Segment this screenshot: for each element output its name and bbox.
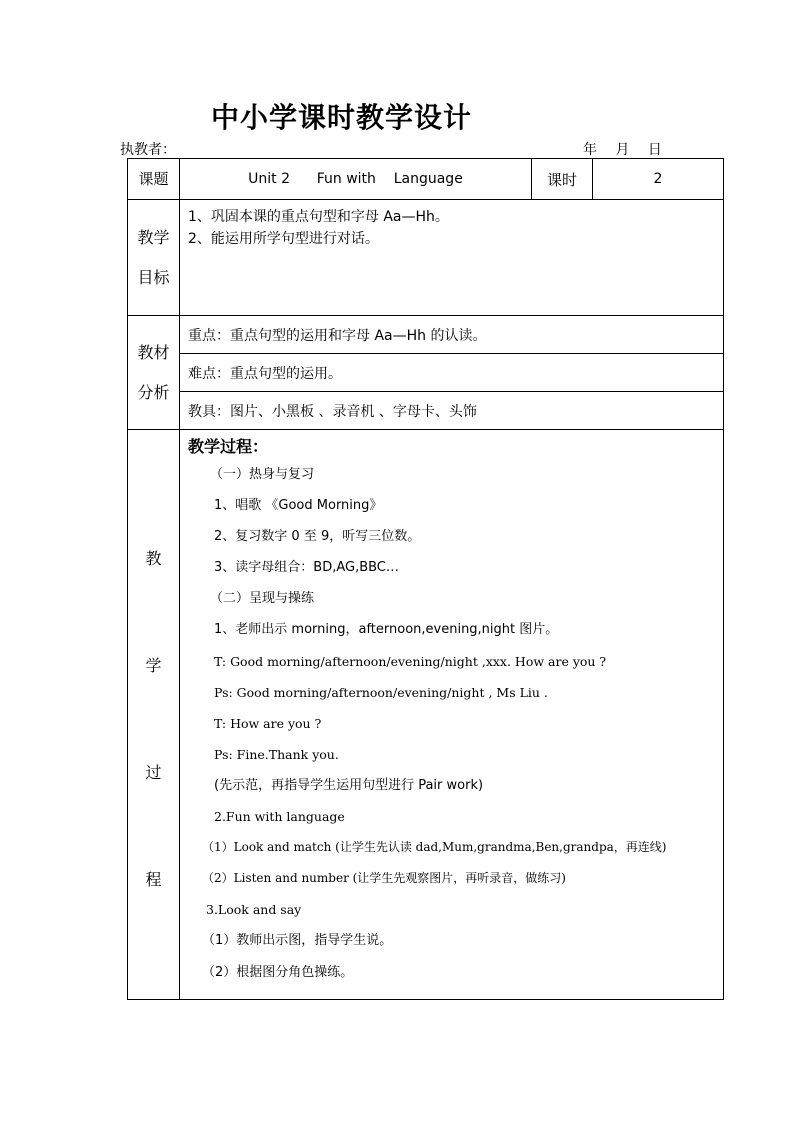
document-title: 中小学课时教学设计 [211,101,473,134]
analysis-label-line-2: 分析 [137,382,170,402]
process-line: （2）根据图分角色操练。 [202,964,354,980]
analysis-row-materials [128,392,724,430]
difficulty: 难点：重点句型的运用。 [180,354,724,392]
materials: 教具：图片、小黑板 、录音机 、字母卡、头饰 [180,392,724,430]
date-label: 年 月 日 [583,142,662,158]
goals-label [128,200,180,316]
period-label: 课时 [532,159,593,200]
goals-label-line-2: 目标 [137,267,170,287]
analysis-label [128,316,180,430]
process-line: 2、复习数字 0 至 9，听写三位数。 [214,529,421,545]
process-line: T: How are you ? [214,715,322,731]
goals-label-line-1: 教学 [137,227,170,247]
process-content [180,430,724,1000]
process-heading: 教学过程： [188,437,269,456]
topic-label: 课题 [128,159,180,200]
process-line: （二）呈现与操练 [210,591,315,607]
process-line: 3、读字母组合：BD,AG,BBC… [214,560,399,576]
goals-content [180,200,724,316]
process-label [128,430,180,1000]
process-line: （1）教师出示图，指导学生说。 [202,933,393,949]
process-line: （1）Look and match (让学生先认读 dad,Mum,grandma,Ben,grandpa，再连线) [202,840,667,855]
period-value: 2 [593,159,724,200]
lesson-plan-table [127,158,724,1000]
process-row [128,430,724,1000]
process-line: (先示范，再指导学生运用句型进行 Pair work) [214,777,484,793]
process-label-char: 过 [145,763,162,782]
topic-value: Unit 2 Fun with Language [180,159,532,200]
goals-row [128,200,724,316]
topic-row [128,159,724,200]
process-line: 2.Fun with language [214,809,345,825]
process-line: （一）热身与复习 [210,467,315,482]
goal-item: 2、能运用所学句型进行对话。 [188,231,379,247]
process-line: 1、唱歌 《Good Morning》 [214,498,383,514]
process-line: Ps: Good morning/afternoon/evening/night , Ms Liu . [214,684,548,700]
process-line: T: Good morning/afternoon/evening/night ,xxx. How are you ? [214,653,607,669]
process-label-char: 教 [145,549,162,568]
process-line: Ps: Fine.Thank you. [214,746,339,762]
key-point: 重点：重点句型的运用和字母 Aa—Hh 的认读。 [180,316,724,354]
process-line: 1、老师出示 morning，afternoon,evening,night 图片。 [214,622,559,638]
process-label-char: 学 [145,656,162,675]
process-line: 3.Look and say [206,902,302,918]
analysis-label-line-1: 教材 [137,342,170,362]
teacher-label: 执教者： [120,142,176,158]
goal-item: 1、巩固本课的重点句型和字母 Aa—Hh。 [188,209,449,225]
process-label-char: 程 [145,870,162,889]
process-line: （2）Listen and number (让学生先观察图片，再听录音，做练习) [202,871,566,886]
analysis-row-difficulty [128,354,724,392]
analysis-row-key [128,316,724,354]
